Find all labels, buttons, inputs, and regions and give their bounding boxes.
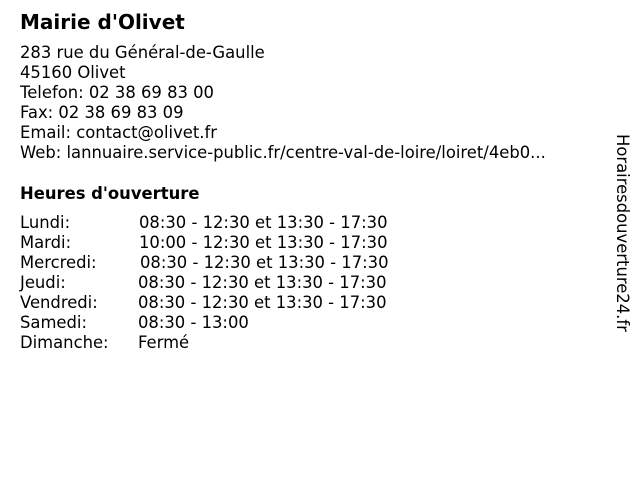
- day-label: Lundi:: [20, 213, 71, 232]
- time-range: Fermé: [138, 333, 190, 352]
- time-range: 10:00 - 12:30 et 13:30 - 17:30: [139, 233, 388, 252]
- fax-number: Fax: 02 38 69 83 09: [20, 103, 184, 122]
- day-label: Jeudi:: [20, 273, 66, 292]
- website-line: [20, 143, 600, 163]
- address-street: 283 rue du Général-de-Gaulle: [20, 43, 265, 62]
- website-link[interactable]: lannuaire.service-public.fr/centre-val-de-loire/loiret/4eb0...: [66, 143, 546, 162]
- day-label: Dimanche:: [20, 333, 109, 352]
- contact-block: [20, 43, 600, 163]
- time-range: 08:30 - 12:30 et 13:30 - 17:30: [138, 273, 387, 292]
- day-label: Mardi:: [20, 233, 72, 252]
- opening-hours-heading: Heures d'ouverture: [20, 184, 200, 203]
- day-label: Mercredi:: [20, 253, 97, 272]
- time-range: 08:30 - 13:00: [138, 313, 249, 332]
- phone-number: Telefon: 02 38 69 83 00: [20, 83, 214, 102]
- day-label: Vendredi:: [20, 293, 98, 312]
- email-address: Email: contact@olivet.fr: [20, 123, 217, 142]
- day-label: Samedi:: [20, 313, 87, 332]
- site-watermark: Horairesdouverture24.fr: [613, 134, 632, 332]
- website-label: Web:: [20, 143, 67, 162]
- time-range: 08:30 - 12:30 et 13:30 - 17:30: [139, 213, 388, 232]
- page-title: Mairie d'Olivet: [20, 10, 185, 34]
- address-city: 45160 Olivet: [20, 63, 126, 82]
- time-range: 08:30 - 12:30 et 13:30 - 17:30: [138, 293, 387, 312]
- time-range: 08:30 - 12:30 et 13:30 - 17:30: [140, 253, 389, 272]
